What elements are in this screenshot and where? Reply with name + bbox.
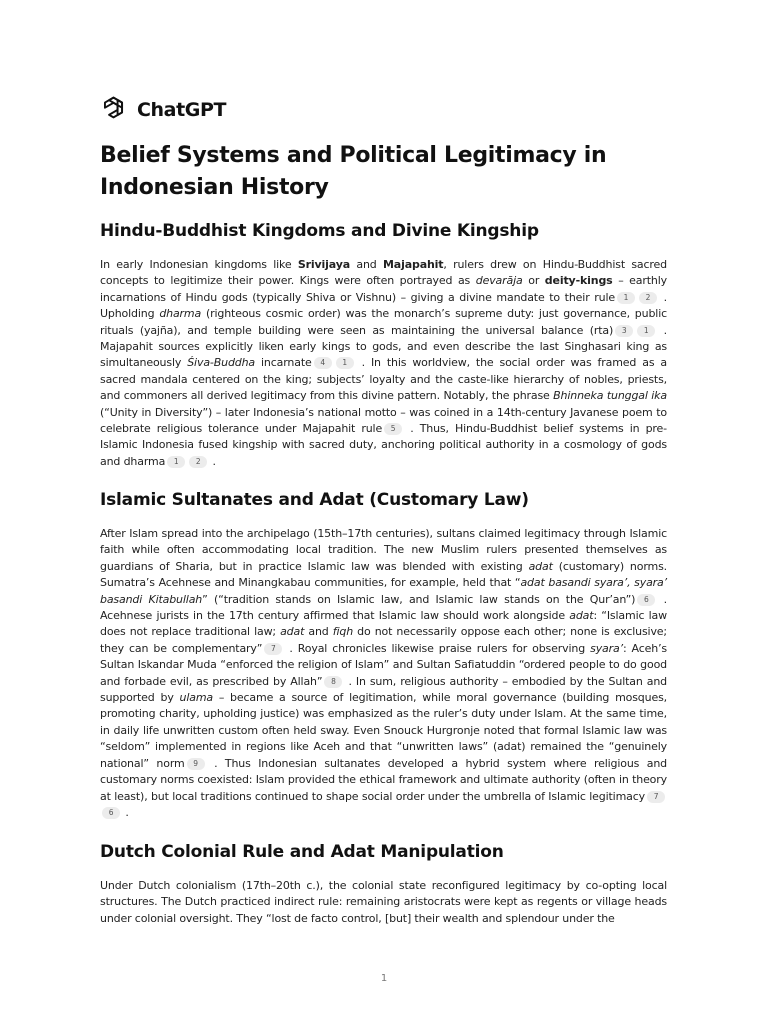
citation-badge[interactable]: 8	[324, 676, 342, 688]
document-title: Belief Systems and Political Legitimacy in Indonesian History	[100, 143, 607, 200]
brand-name: ChatGPT	[137, 98, 227, 121]
brand-header	[100, 94, 226, 125]
section-paragraph-hindu-buddhist: In early Indonesian kingdoms like Srivijaya and Majapahit, rulers drew on Hindu-Buddhist sacred concepts to legitimize their power. Kings were often portrayed as devarāja or deity-kings – earthly incarnations of Hindu gods (typically Shiva or Vishnu) – giving a divine mandate to their rule 1 2 . Upholding dharma (righteous cosmic order) was the monarch’s supreme duty: just governance, public rituals (yajña), and temple building were seen as maintaining the universal balance (rta) 3 1 . Majapahit sources explicitly liken early kings to gods, and even describe the last Singhasari king as simultaneously Śiva-Buddha incarnate 4 1 . In this worldview, the social order was framed as a sacred mandala centered on the king; subjects’ loyalty and the caste-like hierarchy of nobles, priests, and commoners all derived legitimacy from this divine pattern. Notably, the phrase Bhinneka tunggal ika (“Unity in Diversity”) – later Indonesia’s national motto – was coined in a 14th-century Javanese poem to celebrate religious tolerance under Majapahit rule 5 . Thus, Hindu-Buddhist belief systems in pre-Islamic Indonesia fused kingship with sacred duty, anchoring political authority in a cosmology of gods and dharma 1 2 .	[100, 258, 668, 468]
section-heading-dutch-colonial: Dutch Colonial Rule and Adat Manipulation	[100, 842, 504, 862]
section-paragraph-islamic-sultanates: After Islam spread into the archipelago (15th–17th centuries), sultans claimed legitimacy through Islamic faith while often accommodating local tradition. The new Muslim rulers presented themselves as guardians of Sharia, but in practice Islamic law was blended with existing adat (customary) norms. Sumatra’s Acehnese and Minangkabau communities, for example, held that “adat basandi syara’, syara’ basandi Kitabullah” (“tradition stands on Islamic law, and Islamic law stands on the Qur’an”) 6 . Acehnese jurists in the 17th century affirmed that Islamic law should work alongside adat: “Islamic law does not replace traditional law; adat and fiqh do not necessarily oppose each other; none is exclusive; they can be complementary” 7 . Royal chronicles likewise praise rulers for observing syara’: Aceh’s Sultan Iskandar Muda “enforced the religion of Islam” and Sultan Safiatuddin “ordered people to do good and forbade evil, as prescribed by Allah” 8 . In sum, religious authority – embodied by the Sultan and supported by ulama – became a source of legitimation, while moral governance (building mosques, promoting charity, upholding justice) was emphasized as the ruler’s duty under Islam. At the same time, in daily life unwritten custom often held sway. Even Snouck Hurgronje noted that formal Islamic law was “seldom” implemented in regions like Aceh and that “unwritten laws” (adat) remained the “genuinely national” norm 9 . Thus Indonesian sultanates developed a hybrid system where religious and customary norms coexisted: Islam provided the ethical framework and ultimate authority (often in theory at least), but local traditions continued to shape social order under the umbrella of Islamic legitimacy 76 .	[100, 527, 668, 819]
citation-badge[interactable]: 2	[189, 456, 207, 468]
citation-badge[interactable]: 1	[167, 456, 185, 468]
page-number: 1	[380, 973, 388, 984]
citation-badge[interactable]: 7	[264, 643, 282, 655]
citation-badge[interactable]: 1	[336, 357, 354, 369]
citation-badge[interactable]: 1	[637, 325, 655, 337]
citation-badge[interactable]: 6	[102, 807, 120, 819]
openai-logo-icon	[100, 94, 127, 125]
citation-badge[interactable]: 6	[637, 594, 655, 606]
citation-badge[interactable]: 2	[639, 292, 657, 304]
citation-badge[interactable]: 4	[314, 357, 332, 369]
citation-badge[interactable]: 1	[617, 292, 635, 304]
section-heading-islamic-sultanates: Islamic Sultanates and Adat (Customary Law)	[100, 490, 529, 510]
section-heading-hindu-buddhist: Hindu-Buddhist Kingdoms and Divine Kingship	[100, 221, 539, 241]
citation-badge[interactable]: 3	[615, 325, 633, 337]
section-paragraph-dutch-colonial: Under Dutch colonialism (17th–20th c.), the colonial state reconfigured legitimacy by co-opting local structures. The Dutch practiced indirect rule: remaining aristocrats were kept as regents or village heads under colonial oversight. They “lost de facto control, [but] their wealth and splendour under the	[100, 879, 667, 925]
citation-badge[interactable]: 9	[187, 758, 205, 770]
citation-badge[interactable]: 7	[647, 791, 665, 803]
citation-badge[interactable]: 5	[384, 423, 402, 435]
